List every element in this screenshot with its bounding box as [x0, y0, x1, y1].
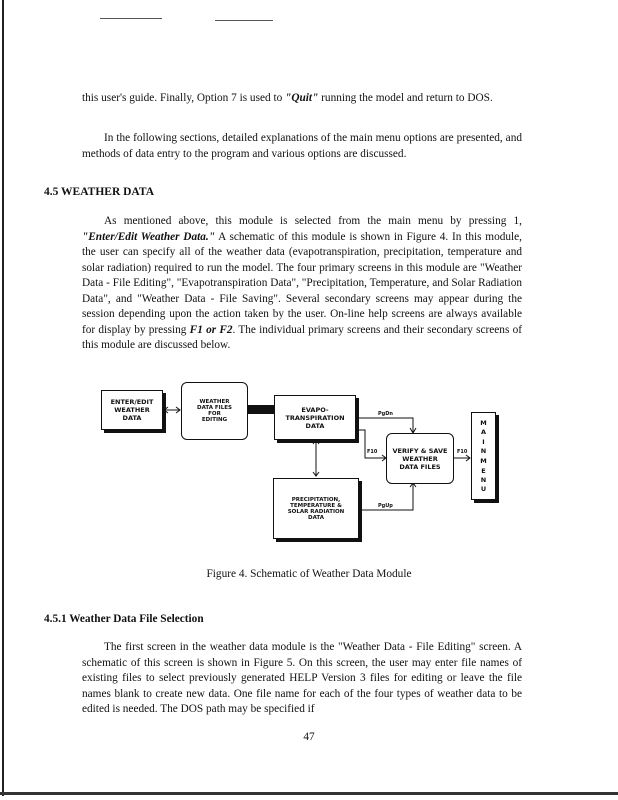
page-number: 47 [303, 731, 315, 743]
label-pgup: PgUp [378, 503, 393, 509]
menu-letter: N [480, 475, 487, 484]
menu-letter: E [481, 466, 486, 475]
box-enter-edit-weather: ENTER/EDIT WEATHER DATA [101, 390, 163, 430]
label-f10-left: F10 [367, 449, 378, 455]
heading-weather-data: 4.5 WEATHER DATA [44, 186, 155, 198]
box-precipitation: PRECIPITATION, TEMPERATURE & SOLAR RADIATION DATA [273, 478, 359, 539]
menu-letter: I [482, 437, 485, 446]
menu-letter: A [480, 428, 487, 437]
box-main-menu [471, 412, 496, 500]
paragraph-weather-module: As mentioned above, this module is selected from the main menu by pressing 1, "Enter/Edit Weather Data." A schematic of this module is shown in Figure 4. In this module, the user can specify all of the weather data (evapotranspiration, precipitation, temperature and solar radiation) required to run the model. The four primary screens in this module are "Weather Data - File Editing", "Evapotranspiration Data", "Precipitation, Temperature, and Solar Radiation Data", and "Weather Data - File Saving". Several secondary screens may appear during the session depending upon the action taken by the user. On-line help screens are always available for display by pressing F1 or F2. The individual primary screens and their secondary screens of this module are discussed below. [82, 215, 523, 351]
box-verify-save: VERIFY & SAVE WEATHER DATA FILES [386, 433, 454, 484]
figure-caption: Figure 4. Schematic of Weather Data Module [206, 568, 412, 580]
menu-letter: M [480, 457, 487, 466]
label-pgdn: PgDn [378, 411, 393, 417]
thick-link-files-evapo [248, 405, 274, 414]
label-f10-right: F10 [457, 449, 468, 455]
paragraph-file-selection: The first screen in the weather data module is the "Weather Data - File Editing" screen. A schematic of this screen is shown in Figure 5. On this screen, the user may enter file names of existing files to select previously generated HELP Version 3 files for editing or leave the file names blank to create new data. One file name for each of the four types of weather data to be edited is needed. The DOS path may be specified if [82, 641, 522, 715]
menu-letter: N [480, 446, 487, 455]
paragraph-sections: In the following sections, detailed explanations of the main menu options are presented, and methods of data entry to the program and various options are discussed. [82, 132, 522, 160]
box-weather-data-files: WEATHER DATA FILES FOR EDITING [181, 382, 248, 440]
box-evapotranspiration: EVAPO- TRANSPIRATION DATA [274, 395, 356, 440]
menu-letter: M [480, 419, 487, 427]
menu-letter: U [480, 485, 487, 493]
heading-file-selection: 4.5.1 Weather Data File Selection [44, 613, 204, 625]
paragraph-intro: this user's guide. Finally, Option 7 is used to "Quit" running the model and return to DOS. [82, 92, 493, 104]
